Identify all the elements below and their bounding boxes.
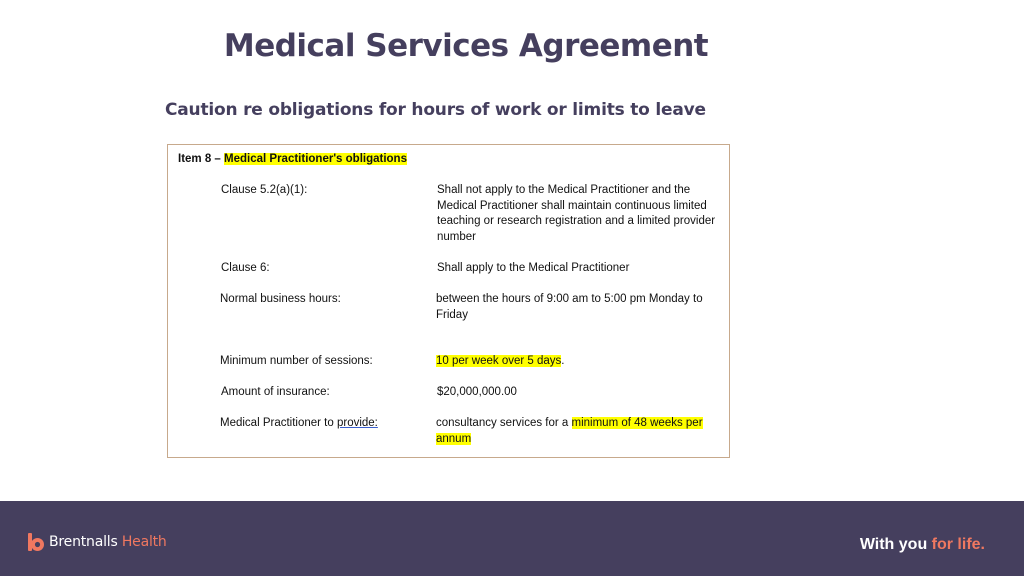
row-value-clause-6: Shall apply to the Medical Practitioner	[437, 262, 630, 274]
row-label-business-hours: Normal business hours:	[220, 293, 341, 305]
row-value-business-hours: between the hours of 9:00 am to 5:00 pm Monday to Friday	[436, 293, 703, 321]
document-excerpt	[167, 144, 730, 458]
brentnalls-b-icon	[28, 533, 44, 551]
min-sessions-highlight: 10 per week over 5 days	[436, 355, 562, 367]
item-heading-highlight: Medical Practitioner's obligations	[224, 153, 407, 165]
row-value-provide	[436, 416, 726, 447]
row-label-insurance: Amount of insurance:	[221, 386, 330, 398]
provide-label-underlined: provide:	[336, 417, 378, 429]
row-value-min-sessions	[436, 354, 726, 370]
brand-name-main: Brentnalls	[49, 534, 118, 550]
tagline-prefix: With you	[859, 536, 932, 553]
item-heading-prefix: Item 8 –	[178, 153, 225, 165]
min-sessions-suffix: .	[561, 355, 565, 367]
footer-bar	[0, 501, 1024, 576]
tagline	[860, 536, 985, 554]
row-label-provide	[220, 417, 378, 429]
provide-label-prefix: Medical Practitioner to	[220, 417, 337, 429]
row-value-insurance: $20,000,000.00	[437, 386, 517, 398]
tagline-accent: for life.	[931, 536, 985, 553]
row-value-clause-5-2: Shall not apply to the Medical Practitioner and the Medical Practitioner shall maintain continuous limited teaching or research registration and a limited provider number	[437, 184, 716, 243]
row-label-clause-5-2: Clause 5.2(a)(1):	[221, 184, 308, 196]
brand-logo	[28, 533, 167, 551]
provide-value-prefix: consultancy services for a	[436, 417, 572, 429]
brand-name	[49, 534, 167, 550]
item-heading	[178, 153, 407, 165]
provide-value-highlight: minimum of 48 weeks per annum	[436, 417, 703, 445]
row-label-clause-6: Clause 6:	[221, 262, 270, 274]
brand-name-accent: Health	[121, 534, 167, 550]
slide-title: Medical Services Agreement	[223, 28, 709, 64]
slide-subtitle: Caution re obligations for hours of work or limits to leave	[165, 100, 706, 120]
row-label-min-sessions: Minimum number of sessions:	[220, 355, 373, 367]
